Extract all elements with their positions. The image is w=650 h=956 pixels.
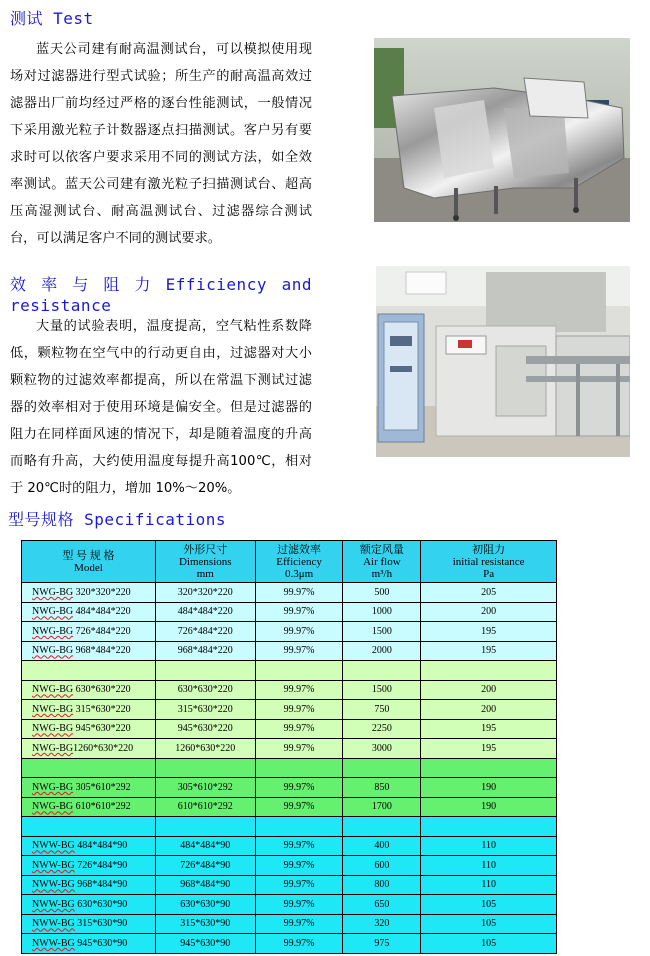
cell-model [22, 934, 156, 954]
efficiency-title-word: Efficiency [165, 275, 267, 294]
cell-model [22, 739, 156, 759]
table-group-separator [22, 661, 557, 681]
efficiency-paragraph: 大量的试验表明，温度提高，空气粘性系数降低，颗粒物在空气中的行动更自由，过滤器对大小颗粒物的过滤效率都提高，所以在常温下测试过滤器的效率相对于使用环境是偏安全。但是过滤器的阻力在同样面风速的情况下，却是随着温度的升高而略有升高，大约使用温度每提升高100℃，相对于 20℃时的阻力，增加 10%～20%。 [10, 319, 312, 496]
cell-model [22, 914, 156, 934]
cell-model [22, 797, 156, 817]
model-prefix: NWW-BG [32, 937, 75, 949]
model-size: 945*630*90 [74, 937, 128, 949]
test-bench-photo [374, 38, 630, 222]
cell-resistance: 195 [421, 622, 557, 642]
cell-dimensions: 945*630*220 [155, 719, 255, 739]
separator-cell [255, 817, 343, 837]
cell-efficiency: 99.97% [255, 934, 343, 954]
separator-cell [421, 661, 557, 681]
table-body [22, 583, 557, 954]
separator-cell [22, 817, 156, 837]
header-efficiency: 过滤效率 Efficiency 0.3μm [255, 541, 343, 583]
header-initial-resistance: 初阻力 initial resistance Pa [421, 541, 557, 583]
separator-cell [22, 758, 156, 778]
model-prefix: NWG-BG [32, 586, 74, 598]
cell-model [22, 602, 156, 622]
cell-efficiency: 99.97% [255, 641, 343, 661]
section-title-efficiency [10, 274, 312, 316]
efficiency-title-word: 效 [10, 275, 27, 294]
cell-dimensions: 484*484*90 [155, 836, 255, 856]
cell-dimensions: 315*630*220 [155, 700, 255, 720]
table-group-separator [22, 817, 557, 837]
cell-efficiency: 99.97% [255, 856, 343, 876]
cell-model [22, 700, 156, 720]
section-title-test: 测试 Test [10, 9, 94, 28]
model-size: 484*484*220 [73, 606, 131, 618]
cell-efficiency: 99.97% [255, 797, 343, 817]
cell-dimensions: 610*610*292 [155, 797, 255, 817]
efficiency-title-word: 阻 [103, 275, 120, 294]
cell-resistance: 200 [421, 700, 557, 720]
cell-resistance: 190 [421, 778, 557, 798]
cell-dimensions: 726*484*220 [155, 622, 255, 642]
cell-dimensions: 305*610*292 [155, 778, 255, 798]
cell-efficiency: 99.97% [255, 739, 343, 759]
cell-resistance: 105 [421, 895, 557, 915]
separator-cell [255, 661, 343, 681]
cell-air-flow: 1500 [343, 622, 421, 642]
separator-cell [343, 758, 421, 778]
model-prefix: NWG-BG [32, 645, 74, 657]
cell-dimensions: 945*630*90 [155, 934, 255, 954]
cell-air-flow: 800 [343, 875, 421, 895]
model-size: 726*484*220 [73, 625, 131, 637]
cell-resistance: 195 [421, 719, 557, 739]
table-row [22, 641, 557, 661]
table-row [22, 914, 557, 934]
header-dimensions: 外形尺寸 Dimensions mm [155, 541, 255, 583]
header-model: 型 号 规 格 Model [22, 541, 156, 583]
model-prefix: NWW-BG [32, 859, 75, 871]
cell-dimensions: 484*484*220 [155, 602, 255, 622]
cell-efficiency: 99.97% [255, 778, 343, 798]
cell-efficiency: 99.97% [255, 836, 343, 856]
cell-efficiency: 99.97% [255, 875, 343, 895]
model-size: 630*630*90 [74, 898, 128, 910]
table-row [22, 583, 557, 603]
efficiency-title-line2: resistance [10, 296, 112, 315]
model-prefix: NWG-BG [32, 625, 74, 637]
cell-model [22, 856, 156, 876]
cell-resistance: 205 [421, 583, 557, 603]
model-size: 610*610*292 [73, 801, 131, 813]
cell-air-flow: 600 [343, 856, 421, 876]
cell-resistance: 110 [421, 875, 557, 895]
cell-air-flow: 1700 [343, 797, 421, 817]
cell-resistance: 110 [421, 836, 557, 856]
cell-resistance: 190 [421, 797, 557, 817]
table-row [22, 622, 557, 642]
separator-cell [421, 817, 557, 837]
header-air-flow: 额定风量 Air flow m³/h [343, 541, 421, 583]
cell-air-flow: 320 [343, 914, 421, 934]
table-row [22, 895, 557, 915]
cell-resistance: 195 [421, 641, 557, 661]
model-size: 484*484*90 [74, 840, 128, 852]
cell-efficiency: 99.97% [255, 700, 343, 720]
cell-air-flow: 1500 [343, 680, 421, 700]
model-prefix: NWW-BG [32, 840, 75, 852]
cell-air-flow: 400 [343, 836, 421, 856]
model-size: 305*610*292 [73, 781, 131, 793]
table-row [22, 836, 557, 856]
cell-dimensions: 630*630*220 [155, 680, 255, 700]
cell-dimensions: 968*484*220 [155, 641, 255, 661]
model-prefix: NWW-BG [32, 898, 75, 910]
table-row [22, 680, 557, 700]
table-row [22, 778, 557, 798]
model-prefix: NWG-BG [32, 684, 74, 696]
model-prefix: NWW-BG [32, 918, 75, 930]
section-title-specifications: 型号规格 Specifications [8, 510, 226, 529]
cell-dimensions: 320*320*220 [155, 583, 255, 603]
separator-cell [22, 661, 156, 681]
cell-model [22, 641, 156, 661]
model-size: 945*630*220 [73, 723, 131, 735]
cell-air-flow: 975 [343, 934, 421, 954]
cell-efficiency: 99.97% [255, 583, 343, 603]
cell-dimensions: 630*630*90 [155, 895, 255, 915]
efficiency-title-word: 与 [72, 275, 89, 294]
separator-cell [421, 758, 557, 778]
cell-air-flow: 650 [343, 895, 421, 915]
separator-cell [155, 817, 255, 837]
model-size: 726*484*90 [74, 859, 128, 871]
cell-efficiency: 99.97% [255, 680, 343, 700]
table-header-row [22, 541, 557, 583]
model-prefix: NWW-BG [32, 879, 75, 891]
efficiency-title-line1 [10, 274, 312, 295]
cell-efficiency: 99.97% [255, 719, 343, 739]
cell-dimensions: 968*484*90 [155, 875, 255, 895]
separator-cell [343, 817, 421, 837]
cell-resistance: 105 [421, 934, 557, 954]
cell-resistance: 200 [421, 680, 557, 700]
table-row [22, 700, 557, 720]
table-group-separator [22, 758, 557, 778]
model-prefix: NWG-BG [32, 723, 74, 735]
model-prefix: NWG-BG [32, 703, 74, 715]
efficiency-title-word: 率 [41, 275, 58, 294]
efficiency-title-word: 力 [134, 275, 152, 294]
cell-efficiency: 99.97% [255, 895, 343, 915]
cell-dimensions: 315*630*90 [155, 914, 255, 934]
cell-air-flow: 750 [343, 700, 421, 720]
table-row [22, 875, 557, 895]
cell-dimensions: 726*484*90 [155, 856, 255, 876]
model-size: 315*630*90 [74, 918, 128, 930]
cell-model [22, 778, 156, 798]
cell-resistance: 105 [421, 914, 557, 934]
lab-equipment-photo [376, 266, 630, 457]
model-size: 630*630*220 [73, 684, 131, 696]
cell-air-flow: 3000 [343, 739, 421, 759]
separator-cell [343, 661, 421, 681]
cell-model [22, 583, 156, 603]
cell-air-flow: 500 [343, 583, 421, 603]
model-prefix: NWG-BG [32, 801, 74, 813]
model-size: 1260*630*220 [73, 742, 134, 754]
test-paragraph: 蓝天公司建有耐高温测试台，可以模拟使用现场对过滤器进行型式试验；所生产的耐高温高效过滤器出厂前均经过严格的逐台性能测试，一般情况下采用激光粒子计数器逐点扫描测试。客户另有要求时可以依客户要求采用不同的测试方法，如全效率测试。蓝天公司建有激光粒子扫描测试台、超高压高湿测试台、耐高温测试台、过滤器综合测试台，可以满足客户不同的测试要求。 [10, 42, 312, 246]
cell-air-flow: 2000 [343, 641, 421, 661]
cell-model [22, 895, 156, 915]
cell-efficiency: 99.97% [255, 622, 343, 642]
cell-model [22, 875, 156, 895]
cell-air-flow: 1000 [343, 602, 421, 622]
cell-model [22, 622, 156, 642]
table-row [22, 739, 557, 759]
table-row [22, 602, 557, 622]
model-prefix: NWG-BG [32, 606, 74, 618]
table-row [22, 856, 557, 876]
model-prefix: NWG-BG [32, 781, 74, 793]
cell-model [22, 719, 156, 739]
separator-cell [255, 758, 343, 778]
cell-dimensions: 1260*630*220 [155, 739, 255, 759]
cell-air-flow: 2250 [343, 719, 421, 739]
cell-model [22, 680, 156, 700]
table-row [22, 797, 557, 817]
efficiency-title-word: and [281, 275, 312, 294]
model-size: 968*484*90 [74, 879, 128, 891]
table-row [22, 719, 557, 739]
specifications-table [21, 540, 557, 954]
cell-resistance: 195 [421, 739, 557, 759]
separator-cell [155, 758, 255, 778]
cell-model [22, 836, 156, 856]
cell-resistance: 110 [421, 856, 557, 876]
separator-cell [155, 661, 255, 681]
cell-resistance: 200 [421, 602, 557, 622]
table-row [22, 934, 557, 954]
cell-air-flow: 850 [343, 778, 421, 798]
model-size: 968*484*220 [73, 645, 131, 657]
model-size: 320*320*220 [73, 586, 131, 598]
cell-efficiency: 99.97% [255, 602, 343, 622]
model-size: 315*630*220 [73, 703, 131, 715]
cell-efficiency: 99.97% [255, 914, 343, 934]
model-prefix: NWG-BG [32, 742, 74, 754]
